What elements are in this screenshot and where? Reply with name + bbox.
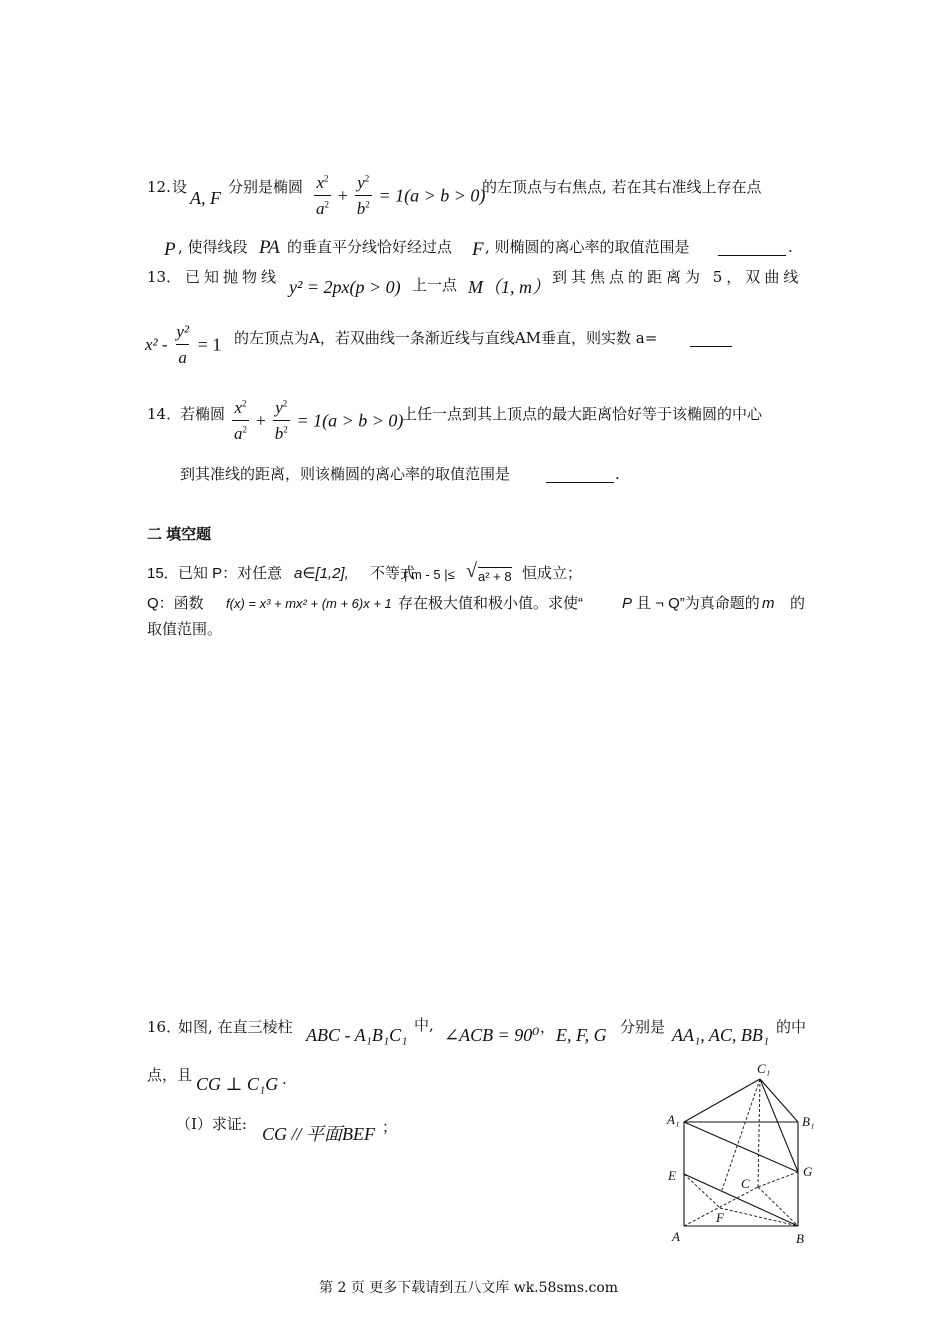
q16-text-1: 如图, 在直三棱柱 [178,1018,293,1036]
q15-ineq-left: | m - 5 |≤ [404,567,455,582]
q13-parabola: y² = 2px(p > 0) [289,277,401,297]
q14-frac-y: $\frac{y^2}{b^2}$ [274,398,288,443]
q16-angle: ∠ACB = 90⁰ [444,1025,540,1045]
q16-part1-end: ； [382,1118,398,1136]
label-A1: A₁ [667,1112,680,1127]
q16-midpoints: AA₁, AC, BB₁ [672,1025,770,1045]
q12-eq: = 1(a > b > 0) [378,185,486,206]
q12-text-1: 分别是椭圆 [228,178,304,196]
edge-A1C1 [684,1079,760,1122]
q15-text-5: 且 ¬ Q”为真命题的 [636,595,760,612]
q13-hyperbola-formula: x² - $\frac{\text{y²}}{a}$ = 1 [145,322,222,367]
q12-frac-x: $\frac{x^2}{a^2}$ [316,173,329,218]
q12-text-3: , 使得线段 [178,238,248,256]
q13-text-1: 已知抛物线 [185,268,281,286]
q16-text-3: ， [540,1018,556,1036]
q12-PA: PA [259,237,280,258]
q15-P: P [622,595,633,612]
q12-text-2: 的左顶点与右焦点, 若在其右准线上存在点 [482,178,762,196]
q12-frac-y: $\frac{y^2}{b^2}$ [356,173,370,218]
q14-text-1: 若椭圆 [180,405,226,423]
label-E: E [668,1168,676,1183]
label-B1: B₁ [802,1114,815,1129]
q13-answer-blank [690,331,732,347]
q16-number: 16． [147,1018,182,1036]
q13-number: 13． [147,268,182,286]
q15-text-3: 恒成立； [522,565,583,582]
q14-ellipse-formula: $\frac{x^2}{a^2}$ + $\frac{y^2}{b^2}$ = 1(a > b > 0) [234,398,404,443]
q12-points: A, F [190,188,221,208]
segment-CG [758,1172,798,1187]
q12-number: 12. [147,178,171,196]
q16-text-6: 点，且 [147,1066,193,1084]
q15-m: m [762,595,775,612]
q15-q-lead: Q：函数 [147,595,204,612]
q16-efg: E, F, G [556,1025,607,1045]
edge-CB [758,1187,798,1226]
q14-number: 14． [147,405,182,423]
q13-frac: $\frac{\text{y²}}{a}$ [176,322,189,367]
q12-text-5: , 则椭圆的离心率的取值范围是 [485,238,690,256]
q13-text-2: 上一点 [412,276,458,294]
q15-sqrt-body: a² + 8 [478,569,512,584]
q12-F: F [472,239,484,260]
label-G: G [803,1164,813,1179]
q14-end: . [615,465,620,483]
edge-C1B1 [760,1079,798,1122]
q15-text-2: 不等式 [370,565,416,582]
q15-text-6: 的 [790,595,806,612]
q12-lead: 设 [172,178,188,196]
edge-C1C [758,1079,760,1187]
page-footer: 第 2 页 更多下载请到五八文库 wk.58sms.com [319,1280,619,1296]
q15-number: 15． [147,565,179,582]
label-C1: C₁ [757,1061,771,1076]
q12-ellipse-formula: $\frac{x^2}{a^2}$ + $\frac{y^2}{b^2}$ = 1(a > b > 0) [316,173,486,218]
q16-prism: ABC - A₁B₁C₁ [306,1025,408,1045]
q14-frac-x: $\frac{x^2}{a^2}$ [234,398,247,443]
q13-text-3: 到其焦点的距离为 5，双曲线 [552,268,803,286]
label-B: B [796,1231,804,1246]
q13-point-M: M（1, m） [468,277,550,297]
q14-text-3: 到其准线的距离，则该椭圆的离心率的取值范围是 [180,465,511,483]
q12-end: . [788,238,793,256]
section-2-title: 二 填空题 [147,526,212,543]
q13-text-4: 的左顶点为A，若双曲线一条渐近线与直线AM垂直，则实数 a= [234,329,658,347]
q15-function: f(x) = x³ + mx² + (m + 6)x + 1 [226,596,392,611]
guide-1 [722,1079,760,1190]
label-F: F [716,1210,724,1225]
q16-end: . [282,1070,287,1088]
label-A: A [672,1229,680,1244]
q15-sqrt-sign: √ [466,560,477,582]
q15-text-1: 已知 P：对任意 [178,565,283,582]
q16-text-2: 中, [414,1016,434,1034]
segment-FB [720,1208,798,1226]
q16-part1-label: （Ⅰ）求证: [176,1115,247,1133]
q12-text-4: 的垂直平分线恰好经过点 [287,238,453,256]
q12-P: P [164,239,176,260]
prism-figure [662,1060,822,1250]
q16-text-4: 分别是 [620,1018,666,1036]
q15-text-4: 存在极大值和极小值。求使“ [398,595,583,612]
q14-eq: = 1(a > b > 0) [296,410,404,431]
q16-text-5: 的中 [776,1018,807,1036]
q14-answer-blank [546,467,614,483]
q14-text-2: 上任一点到其上顶点的最大距离恰好等于该椭圆的中心 [402,405,763,423]
segment-EF [684,1174,720,1208]
q12-answer-blank [718,240,786,256]
label-C: C [741,1176,750,1191]
q15-a-range: a∈[1,2], [294,565,349,582]
q16-part1-expr: CG // 平面BEF [262,1124,375,1144]
q16-perp: CG ⊥ C₁G [196,1074,279,1094]
q15-text-7: 取值范围。 [147,621,223,638]
